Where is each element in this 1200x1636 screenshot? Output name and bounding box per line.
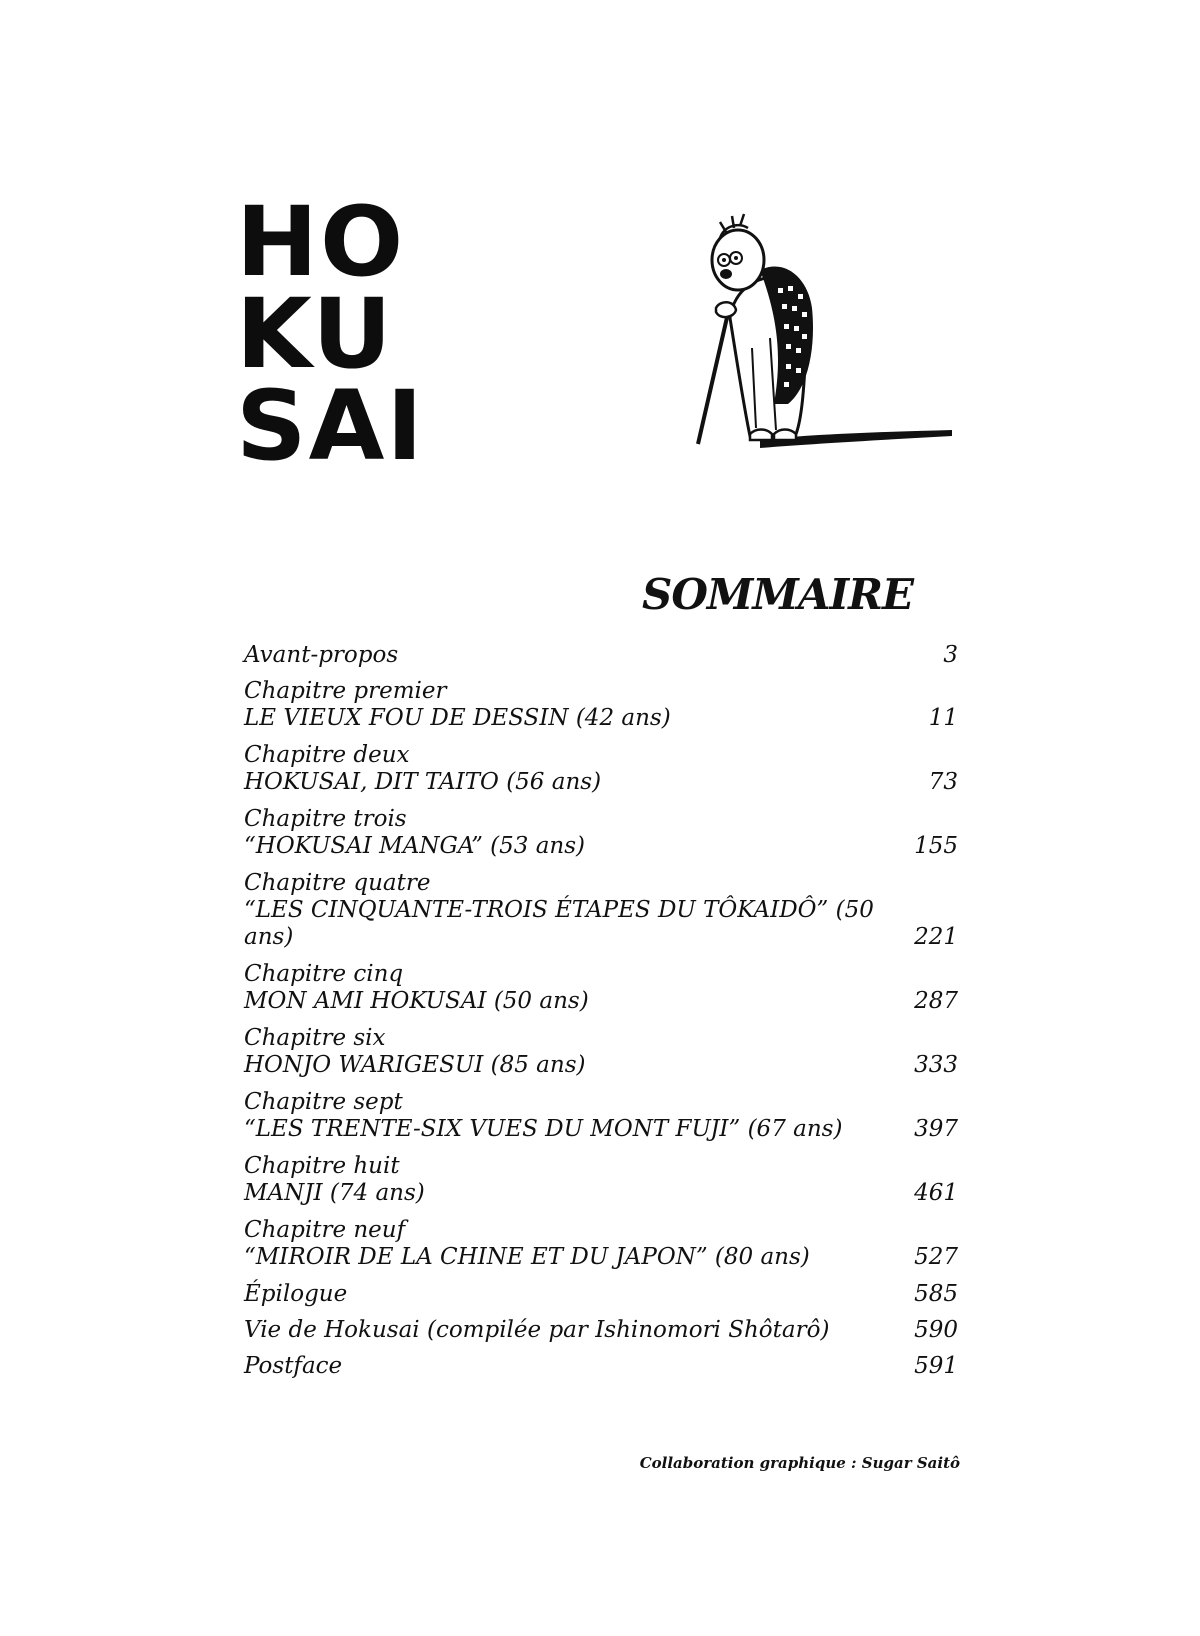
toc-page: 397 <box>914 1116 958 1142</box>
toc-entry-chapitre-4[interactable] <box>244 870 958 951</box>
toc-chapter: Chapitre trois <box>244 806 407 832</box>
toc-subtitle: MON AMI HOKUSAI (50 ans) <box>244 988 589 1014</box>
toc-subtitle: LE VIEUX FOU DE DESSIN (42 ans) <box>244 705 671 731</box>
toc-entry-chapitre-9[interactable] <box>244 1217 958 1271</box>
toc-entry-avant-propos[interactable] <box>244 642 958 669</box>
toc-list <box>244 642 958 1389</box>
toc-entry-chapitre-1[interactable] <box>244 678 958 732</box>
toc-subtitle: HONJO WARIGESUI (85 ans) <box>244 1052 586 1078</box>
toc-subtitle: “MIROIR DE LA CHINE ET DU JAPON” (80 ans) <box>244 1244 810 1270</box>
toc-chapter: Chapitre quatre <box>244 870 431 896</box>
toc-entry-chapitre-6[interactable] <box>244 1025 958 1079</box>
toc-chapter: Chapitre sept <box>244 1089 403 1115</box>
toc-page: 333 <box>914 1052 958 1078</box>
toc-entry-vie-de-hokusai[interactable] <box>244 1317 958 1344</box>
toc-page: 461 <box>914 1180 958 1206</box>
toc-entry-chapitre-7[interactable] <box>244 1089 958 1143</box>
toc-entry-chapitre-5[interactable] <box>244 961 958 1015</box>
toc-subtitle: “LES TRENTE-SIX VUES DU MONT FUJI” (67 ans) <box>244 1116 843 1142</box>
toc-chapter: Avant-propos <box>244 642 399 668</box>
toc-chapter: Chapitre cinq <box>244 961 404 987</box>
toc-page: 590 <box>914 1317 958 1343</box>
logo-line-1: HO <box>236 186 406 298</box>
toc-entry-chapitre-3[interactable] <box>244 806 958 860</box>
toc-page: 527 <box>914 1244 958 1270</box>
toc-subtitle: MANJI (74 ans) <box>244 1180 425 1206</box>
toc-page: 3 <box>943 642 958 668</box>
toc-entry-epilogue[interactable] <box>244 1281 958 1308</box>
toc-page: 11 <box>928 705 958 731</box>
credit-line: Collaboration graphique : Sugar Saitô <box>639 1454 960 1472</box>
toc-chapter: Chapitre deux <box>244 742 410 768</box>
toc-page: 155 <box>914 833 958 859</box>
toc-title: SOMMAIRE <box>642 570 914 619</box>
toc-page: 287 <box>914 988 958 1014</box>
toc-page: 591 <box>914 1353 958 1379</box>
toc-subtitle: “HOKUSAI MANGA” (53 ans) <box>244 833 585 859</box>
toc-page: 73 <box>928 769 958 795</box>
toc-chapter: Chapitre neuf <box>244 1217 406 1243</box>
logo-line-3: SAI <box>236 370 425 482</box>
toc-chapter: Vie de Hokusai (compilée par Ishinomori Shôtarô) <box>244 1317 830 1343</box>
toc-subtitle: HOKUSAI, DIT TAITO (56 ans) <box>244 769 602 795</box>
toc-chapter: Postface <box>244 1353 343 1379</box>
toc-subtitle: “LES CINQUANTE-TROIS ÉTAPES DU TÔKAIDÔ” (50 ans) <box>244 897 874 950</box>
toc-chapter: Chapitre six <box>244 1025 386 1051</box>
toc-chapter: Chapitre huit <box>244 1153 400 1179</box>
toc-chapter: Chapitre premier <box>244 678 447 704</box>
toc-entry-chapitre-8[interactable] <box>244 1153 958 1207</box>
hokusai-logo <box>236 186 436 482</box>
toc-page: 221 <box>914 924 958 950</box>
old-man-with-cane-illustration <box>690 208 960 468</box>
toc-page: 585 <box>914 1281 958 1307</box>
logo-line-2: KU <box>236 278 394 390</box>
toc-chapter: Épilogue <box>244 1281 348 1307</box>
toc-entry-chapitre-2[interactable] <box>244 742 958 796</box>
toc-entry-postface[interactable] <box>244 1353 958 1380</box>
